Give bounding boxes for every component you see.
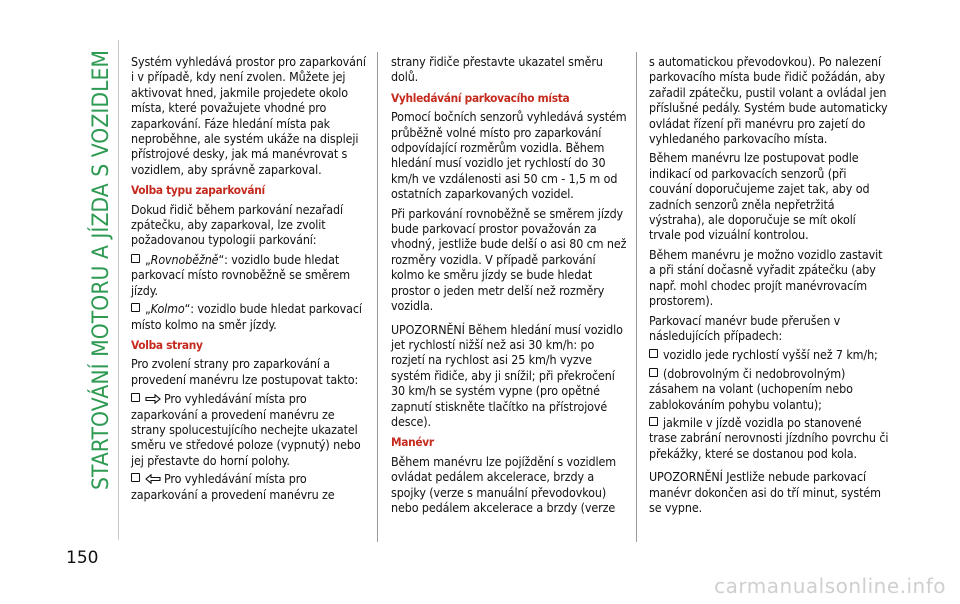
watermark: carmanualsonline.info bbox=[714, 574, 946, 598]
list-item: (dobrovolným či nedobrovolným) zásahem na volant (uchopením nebo zablokováním pohybu volantu); bbox=[649, 365, 853, 412]
list-item: Pro vyhledávání místa pro zaparkování a provedení manévru ze strany spolucestujícího nechejte ukazatel směru ve středové poloze (vypnutý) nebo jej přestavte do horní polohy. bbox=[131, 391, 361, 468]
paragraph: Parkovací manévr bude přerušen v následujících případech: bbox=[649, 312, 841, 343]
list-item: Pro vyhledávání místa pro zaparkování a provedení manévru ze bbox=[131, 471, 335, 502]
chapter-title bbox=[80, 50, 118, 490]
emphasis: Kolmo bbox=[150, 301, 185, 317]
list-item: „Kolmo“: vozidlo bude hledat parkovací místo kolmo na směr jízdy. bbox=[131, 301, 362, 332]
bullet-icon bbox=[131, 473, 140, 482]
paragraph: Pro zvolení strany pro zaparkování a provedení manévru lze postupovat takto: bbox=[131, 356, 359, 387]
column-divider bbox=[636, 52, 637, 542]
paragraph: Pomocí bočních senzorů vyhledává systém průběžně volné místo pro zaparkování odpovídající rozměrům vozidla. Během hledání musí vozidlo jet rychlostí do 30 km/h ve vzdálenosti asi 50 cm - 1,5 m od ostatních zaparkovaných vozidel. bbox=[391, 109, 627, 202]
turn-signal-right-icon bbox=[145, 394, 161, 404]
bullet-icon bbox=[649, 368, 658, 377]
section-heading: Volba typu zaparkování bbox=[131, 183, 265, 198]
paragraph: Při parkování rovnoběžně se směrem jízdy bude parkovací prostor považován za vhodný, jestliže bude delší o asi 80 cm než rozměry vozidla. V případě parkování kolmo ke směru jízdy se bude hledat prostor o jeden metr delší než rozměry vozidla. bbox=[391, 205, 627, 314]
paragraph: Během manévru lze postupovat podle indikací od parkovacích senzorů (při couvání doporučujeme zajet tak, aby od zadních senzorů zněla nepřetržitá výstraha), ale doporučuje se mít okolí trvale pod vizuální kontrolou. bbox=[649, 150, 870, 243]
emphasis: Rovnoběžně bbox=[150, 251, 219, 267]
section-heading: Volba strany bbox=[131, 337, 203, 352]
page-number: 150 bbox=[66, 548, 99, 568]
text-column-1 bbox=[131, 54, 371, 505]
paragraph: s automatickou převodovkou). Po nalezení parkovacího místa bude řidič požádán, aby zařadil zpátečku, pustil volant a ovládal jen příslušné pedály. Systém bude automaticky ovládat řízení při manévru pro zajetí do vyhledaného parkovacího místa. bbox=[649, 54, 888, 147]
warning-paragraph: UPOZORNĚNÍ Jestliže nebude parkovací manévr dokončen asi do tří minut, systém se vypne. bbox=[649, 469, 881, 515]
paragraph: Dokud řidič během parkování nezařadí zpátečku, aby zaparkoval, lze zvolit požadovanou typologii parkování: bbox=[131, 201, 343, 248]
paragraph: Během manévru lze pojíždění s vozidlem ovládat pedálem akcelerace, brzdy a spojky (verze s manuální převodovkou) nebo pedálem akcelerace a brzdy (verze bbox=[391, 453, 616, 515]
chapter-title-text: STARTOVÁNÍ MOTORU A JÍZDA S VOZIDLEM bbox=[88, 50, 114, 490]
bullet-icon bbox=[131, 303, 140, 312]
bullet-icon bbox=[131, 393, 140, 402]
bullet-icon bbox=[649, 349, 658, 358]
section-heading: Vyhledávání parkovacího místa bbox=[391, 90, 570, 105]
turn-signal-left-icon bbox=[145, 474, 161, 484]
chapter-title-graphic bbox=[80, 50, 118, 490]
list-item: vozidlo jede rychlostí vyšší než 7 km/h; bbox=[649, 347, 889, 362]
bullet-icon bbox=[649, 417, 658, 426]
list-item: jakmile v jízdě vozidla po stanovené trase zabrání nerovnosti jízdního povrchu či překážky, které se dostanou pod kola. bbox=[649, 414, 889, 461]
chapter-divider bbox=[118, 40, 119, 540]
text-column-3 bbox=[649, 54, 889, 519]
paragraph: strany řidiče přestavte ukazatel směru dolů. bbox=[391, 54, 603, 85]
paragraph: Systém vyhledává prostor pro zaparkování i v případě, kdy není zvolen. Můžete jej aktivovat hned, jakmile projedete okolo místa, které považujete vhodné pro zaparkování. Fáze hledání místa pak neproběhne, ale systém ukáže na displeji přístrojové desky, jak má manévrovat s vozidlem, aby správně zaparkoval. bbox=[131, 54, 366, 177]
column-divider bbox=[377, 52, 378, 542]
text-column-2 bbox=[391, 54, 631, 519]
section-heading: Manévr bbox=[391, 435, 434, 450]
paragraph: Během manévru je možno vozidlo zastavit a při stání dočasně vyřadit zpátečku (aby např. mohl chodec projít manévrovacím prostorem). bbox=[649, 246, 883, 309]
list-item: „Rovnoběžně“: vozidlo bude hledat parkovací místo rovnoběžně se směrem jízdy. bbox=[131, 251, 351, 298]
bullet-icon bbox=[131, 254, 140, 263]
warning-paragraph: UPOZORNĚNÍ Během hledání musí vozidlo jet rychlostí nižší než asi 30 km/h: po rozjetí na rychlost asi 25 km/h vyzve systém řidiče, aby ji snížil; při překročení 30 km/h se systém vypne (pro opětné zapnutí stiskněte tlačítko na přístrojové desce). bbox=[391, 321, 623, 429]
